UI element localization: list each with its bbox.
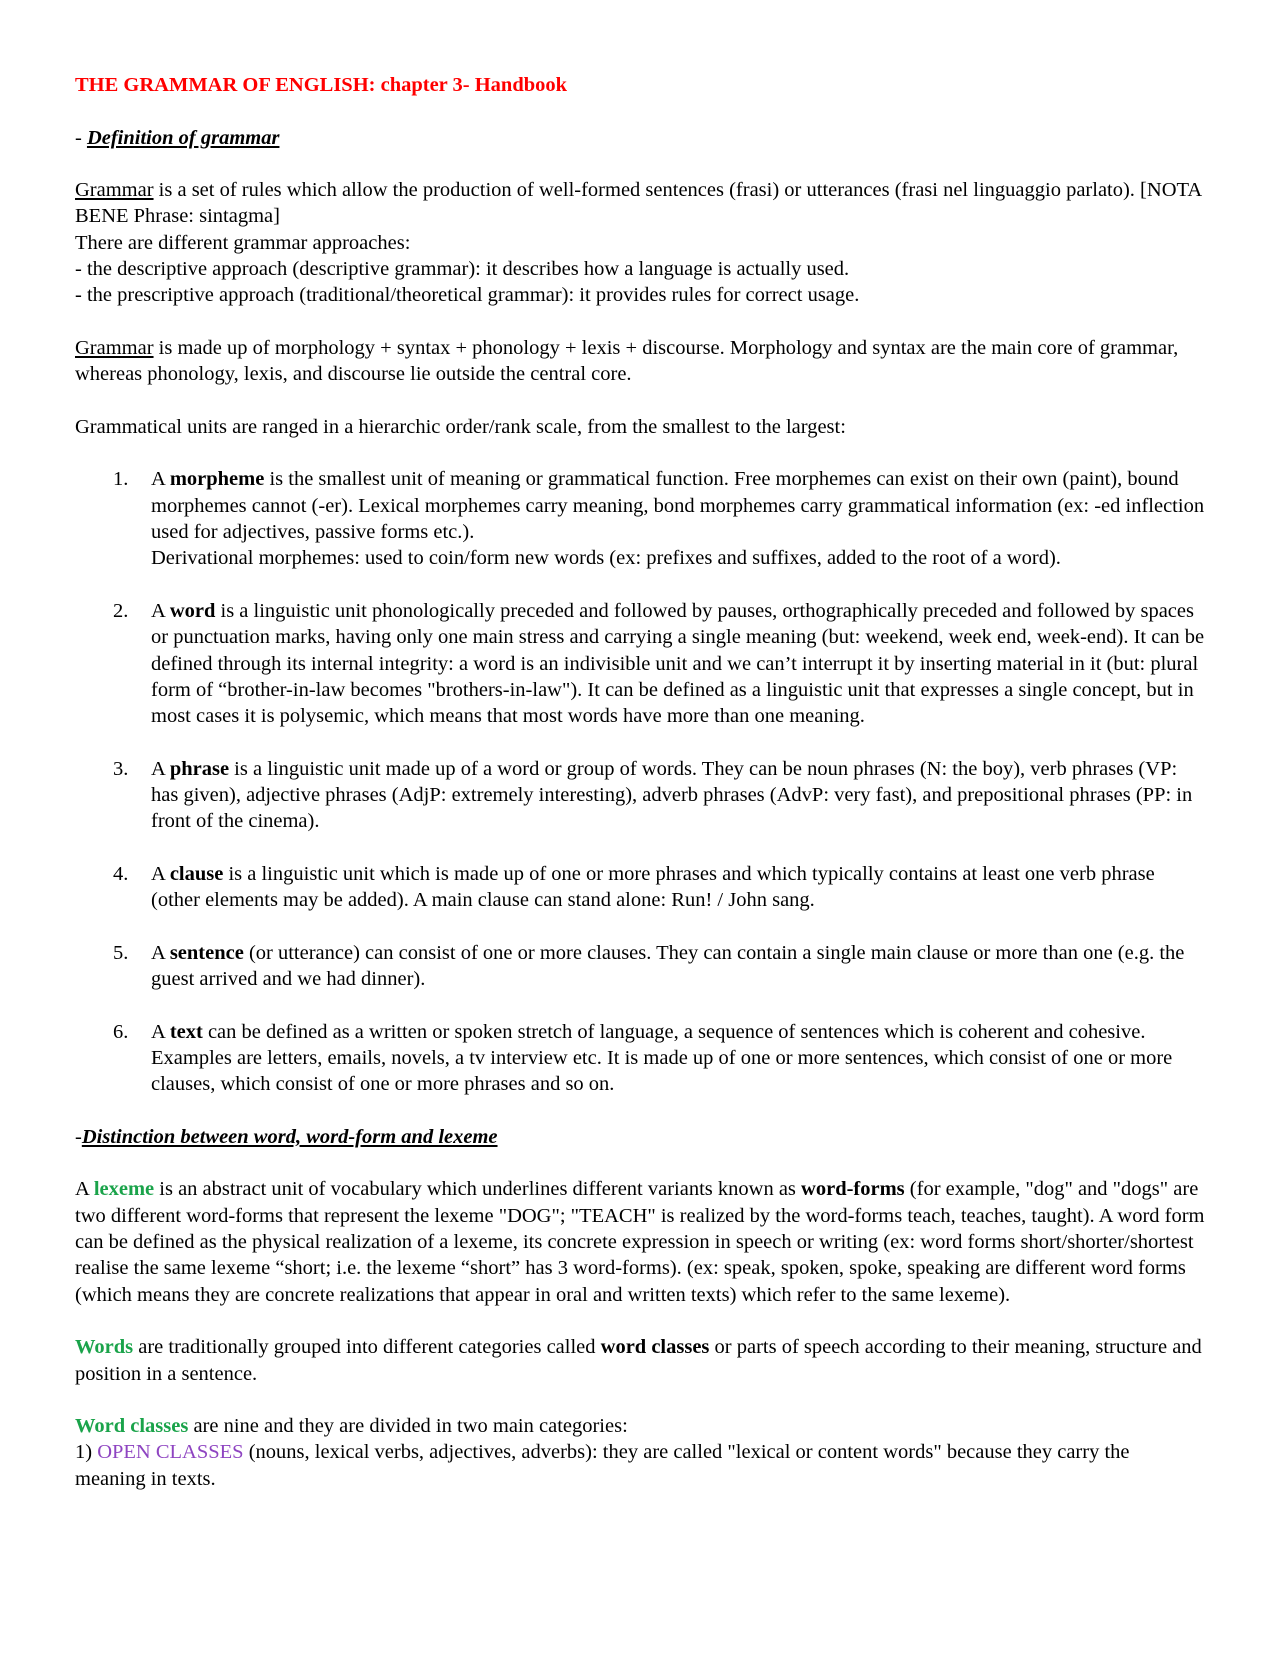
grammar-definition-line [75, 177, 1205, 230]
list-item-text: is the smallest unit of meaning or grammatical function. Free morphemes can exist on their own (paint), bound morphemes cannot (-er). Lexical morphemes carry meaning, bond morphemes carry grammatical information (ex: -ed inflection used for adjectives, passive forms etc.). [151, 468, 1205, 544]
approach-descriptive: - the descriptive approach (descriptive grammar): it describes how a language is actually used. [75, 258, 850, 281]
words-paragraph [75, 1334, 1205, 1387]
lexeme-paragraph [75, 1176, 1205, 1307]
open-classes-term: OPEN CLASSES [97, 1441, 244, 1464]
list-item-text: can be defined as a written or spoken stretch of language, a sequence of sentences which is coherent and cohesive. Examples are letters, emails, novels, a tv interview etc. It is made up of one or more sentences, which consist of one or more clauses, which consist of one or more phrases and so on. [151, 1020, 1173, 1096]
list-item-morpheme [75, 466, 1205, 571]
list-item-term: word [169, 599, 216, 622]
lexeme-mid-text: is an abstract unit of vocabulary which underlines different variants known as [154, 1178, 802, 1201]
list-item-text: is a linguistic unit made up of a word or group of words. They can be noun phrases (N: the boy), verb phrases (VP: has given), adjective phrases (AdjP: extremely interesting), adverb phrases (AdvP: very fast), and prepositional phrases (PP: in front of the cinema). [151, 757, 1193, 833]
list-item-term: sentence [169, 941, 244, 964]
list-item-term: text [169, 1020, 203, 1043]
grammar-definition-paragraph [75, 177, 1205, 308]
section-heading-text: Definition of grammar [86, 126, 280, 149]
list-item-text-unit [75, 1019, 1205, 1098]
list-item-term: clause [169, 862, 224, 885]
grammatical-units-list [75, 466, 1205, 1097]
words-term: Words [75, 1336, 134, 1359]
list-item-prefix: A [151, 1020, 170, 1043]
approach-prescriptive: - the prescriptive approach (traditional/theoretical grammar): it provides rules for correct usage. [75, 284, 860, 307]
word-classes-heading-term: Word classes [75, 1415, 189, 1438]
list-item-clause [75, 861, 1205, 914]
open-classes-line [75, 1439, 1205, 1492]
list-item-number: 4. [113, 862, 129, 885]
section-heading-distinction [75, 1124, 1205, 1150]
units-intro: Grammatical units are ranged in a hierarchic order/rank scale, from the smallest to the largest: [75, 415, 846, 438]
list-item-number: 5. [113, 941, 129, 964]
open-classes-number: 1) [75, 1441, 98, 1464]
list-item-number: 2. [113, 599, 129, 622]
section-heading-text: Distinction between word, word-form and lexeme [81, 1125, 498, 1148]
list-item-number: 3. [113, 757, 129, 780]
grammar-definition-text: is a set of rules which allow the production of well-formed sentences (frasi) or utterances (frasi nel linguaggio parlato). [NOTA BENE Phrase: sintagma] [75, 179, 1202, 228]
grammar-term: Grammar [75, 179, 154, 202]
grammar-parts-text: is made up of morphology + syntax + phonology + lexis + discourse. Morphology and syntax are the main core of grammar, whereas phonology, lexis, and discourse lie outside the central core. [75, 336, 1179, 386]
word-classes-paragraph [75, 1413, 1205, 1492]
grammar-parts-paragraph [75, 335, 1205, 388]
words-text: or parts of speech according to their meaning, structure and position in a sentence. [75, 1336, 1202, 1385]
list-item-prefix: A [151, 941, 170, 964]
word-classes-term: word classes [600, 1336, 710, 1359]
list-item-term: phrase [169, 757, 230, 780]
list-item-prefix: A [151, 599, 170, 622]
list-item-prefix: A [151, 757, 170, 780]
list-item-sentence [75, 940, 1205, 993]
list-item-text: is a linguistic unit which is made up of one or more phrases and which typically contains at least one verb phrase (other elements may be added). A main clause can stand alone: Run! / John sang. [151, 862, 1155, 912]
list-item-term: morpheme [169, 468, 265, 491]
grammar-term: Grammar [75, 336, 154, 359]
list-item-word [75, 598, 1205, 729]
list-item-text: (or utterance) can consist of one or more clauses. They can contain a single main clause or more than one (e.g. the guest arrived and we had dinner). [151, 941, 1185, 991]
document-title: THE GRAMMAR OF ENGLISH: chapter 3- Handbook [75, 74, 568, 96]
document-page [75, 72, 1205, 1492]
word-classes-line [75, 1413, 1205, 1439]
lexeme-prefix: A [75, 1178, 94, 1201]
lexeme-term: lexeme [93, 1178, 155, 1201]
list-item-extra: Derivational morphemes: used to coin/form new words (ex: prefixes and suffixes, added to the root of a word). [151, 547, 1061, 570]
section-prefix: - [75, 126, 87, 149]
word-classes-text: are nine and they are divided in two main categories: [188, 1415, 628, 1438]
list-item-text: is a linguistic unit phonologically preceded and followed by pauses, orthographically preceded and followed by spaces or punctuation marks, having only one main stress and carrying a single meaning (but: weekend, week end, week-end). It can be defined through its internal integrity: a word is an indivisible unit and we can’t interrupt it by inserting material in it (but: plural form of “brother-in-law becomes "brothers-in-law"). It can be defined as a linguistic unit that expresses a single concept, but in most cases it is polysemic, which means that most words have more than one meaning. [151, 599, 1205, 728]
approaches-intro: There are different grammar approaches: [75, 231, 411, 254]
list-item-prefix: A [151, 862, 170, 885]
list-item-number: 6. [113, 1020, 129, 1043]
section-prefix: - [75, 1125, 82, 1148]
lexeme-text: (for example, "dog" and "dogs" are two different word-forms that represent the lexeme "DOG"; "TEACH" is realized by the word-forms teach, teaches, taught). A word form can be defined as the physical realization of a lexeme, its concrete expression in speech or writing (ex: word forms short/shorter/shortest realise the same lexeme “short; i.e. the lexeme “short” has 3 word-forms). (ex: speak, spoken, spoke, speaking are different word forms (which means they are concrete realizations that appear in oral and written texts) which refer to the same lexeme). [75, 1178, 1205, 1306]
words-mid-text: are traditionally grouped into different categories called [133, 1336, 601, 1359]
section-heading-definition [75, 125, 1205, 151]
list-item-prefix: A [151, 468, 170, 491]
list-item-phrase [75, 756, 1205, 835]
word-forms-term: word-forms [801, 1178, 905, 1201]
list-item-number: 1. [113, 468, 129, 491]
open-classes-text: (nouns, lexical verbs, adjectives, adverbs): they are called "lexical or content words" because they carry the meaning in texts. [75, 1441, 1130, 1490]
